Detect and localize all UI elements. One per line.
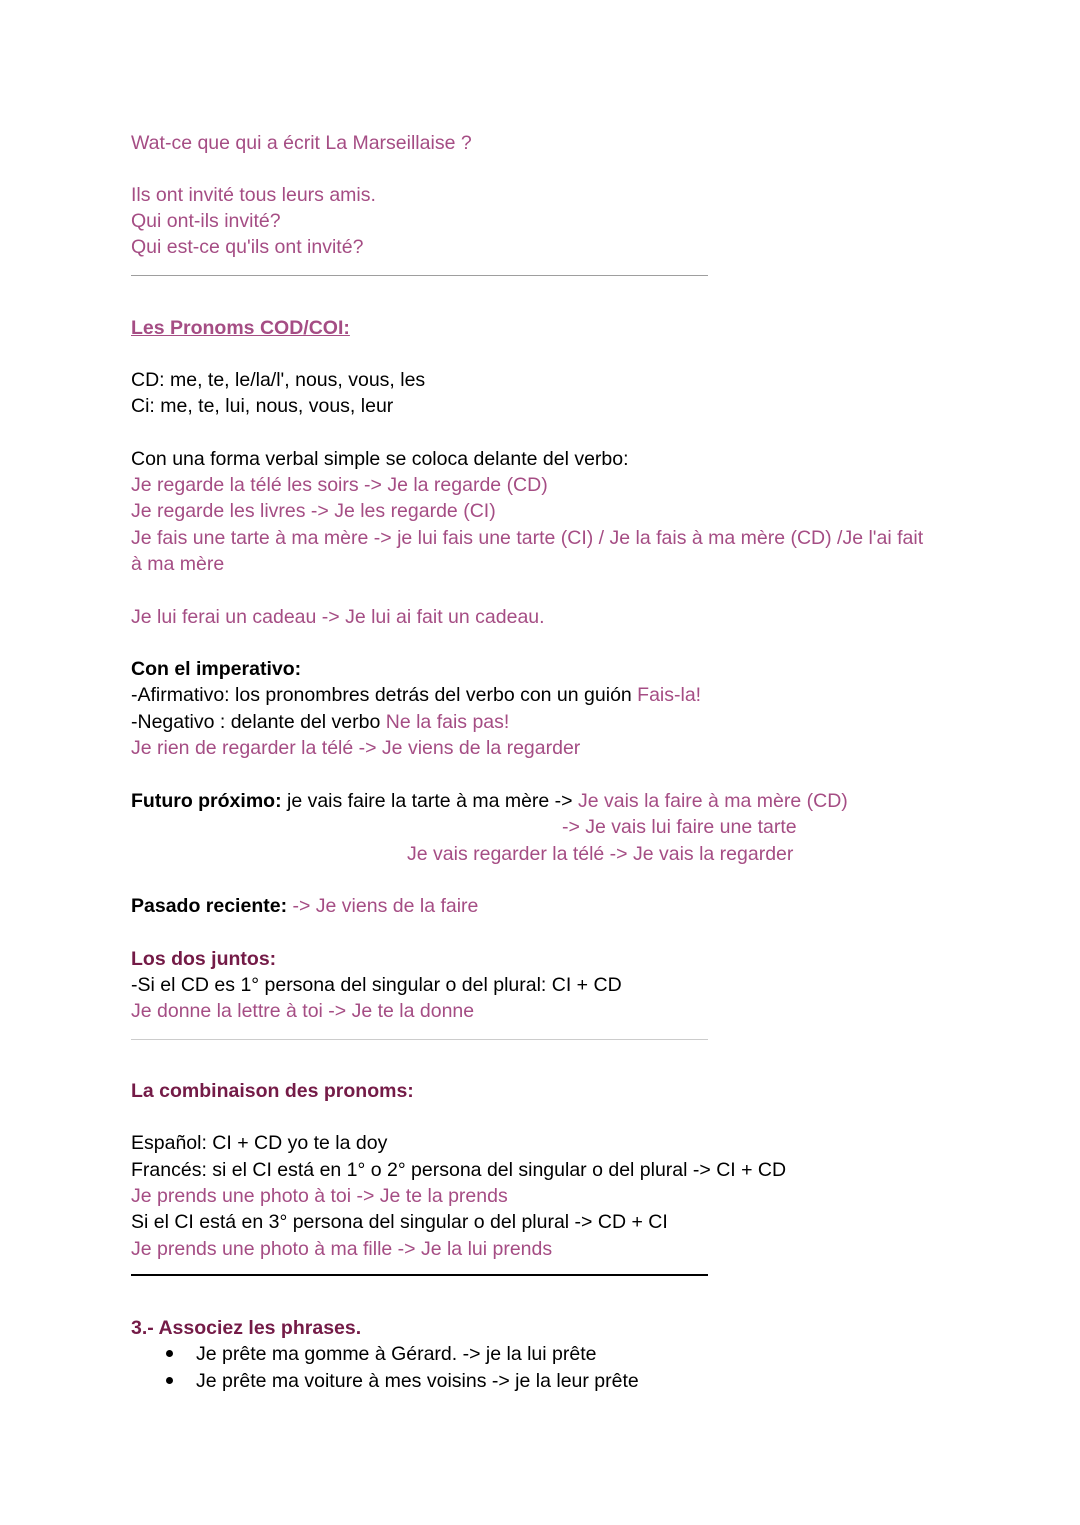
futuro-line [131,789,848,813]
example-line: -> Je vais lui faire une tarte [562,816,797,838]
rule-text: Con una forma verbal simple se coloca delante del verbo: [131,448,629,470]
example-line: Qui est-ce qu'ils ont invité? [131,236,364,258]
divider [131,1039,708,1040]
example-line: Je prends une photo à ma fille -> Je la lui prends [131,1238,553,1260]
example-line: à ma mère [131,553,225,575]
pasado-line [131,894,478,918]
example-line: Je regarde les livres -> Je les regarde (CI) [131,500,496,522]
pasado-label: Pasado reciente: [131,895,288,917]
divider [131,275,708,276]
example-line: Je vais regarder la télé -> Je vais la regarder [407,843,794,865]
rule-text [131,683,701,707]
rule-text: Si el CI está en 3° persona del singular o del plural -> CD + CI [131,1211,668,1233]
rule-text [131,710,509,734]
section-heading-combinaison: La combinaison des pronoms: [131,1080,414,1102]
divider [131,1274,708,1276]
exercise-heading: 3.- Associez les phrases. [131,1317,362,1339]
example-line: Je fais une tarte à ma mère -> je lui fais une tarte (CI) / Je la fais à ma mère (CD) /Je l'ai fait [131,527,924,549]
section-heading-imperativo: Con el imperativo: [131,658,302,680]
rule-text: -Si el CD es 1° persona del singular o del plural: CI + CD [131,974,622,996]
example-inline: Fais-la! [637,684,702,706]
example-inline: -> Je viens de la faire [287,895,479,917]
bullet-icon [166,1377,173,1384]
rule-label: -Afirmativo: los pronombres detrás del verbo con un guión [131,684,638,706]
rule-text: Español: CI + CD yo te la doy [131,1132,388,1154]
bullet-icon [166,1350,173,1357]
list-item: Je prête ma voiture à mes voisins -> je la leur prête [196,1370,639,1392]
cd-list: CD: me, te, le/la/l', nous, vous, les [131,369,426,391]
section-heading-pronoms: Les Pronoms COD/COI: [131,317,350,339]
rule-label: -Negativo : delante del verbo [131,711,386,733]
example-line: Ils ont invité tous leurs amis. [131,184,376,206]
example-line: Je rien de regarder la télé -> Je viens de la regarder [131,737,581,759]
futuro-label: Futuro próximo: [131,790,282,812]
example-line: Je donne la lettre à toi -> Je te la donne [131,1000,475,1022]
example-inline: Ne la fais pas! [385,711,510,733]
rule-text: Francés: si el CI está en 1° o 2° persona del singular o del plural -> CI + CD [131,1159,787,1181]
ci-list: Ci: me, te, lui, nous, vous, leur [131,395,394,417]
example-line: Je regarde la télé les soirs -> Je la regarde (CD) [131,474,548,496]
list-item: Je prête ma gomme à Gérard. -> je la lui prête [196,1343,597,1365]
question-line: Wat-ce que qui a écrit La Marseillaise ? [131,132,472,154]
section-heading-juntos: Los dos juntos: [131,948,277,970]
futuro-text: je vais faire la tarte à ma mère -> [281,790,578,812]
example-line: Je lui ferai un cadeau -> Je lui ai fait un cadeau. [131,606,545,628]
example-line: Je prends une photo à toi -> Je te la prends [131,1185,508,1207]
example-line: Qui ont-ils invité? [131,210,281,232]
example-inline: Je vais la faire à ma mère (CD) [577,790,848,812]
